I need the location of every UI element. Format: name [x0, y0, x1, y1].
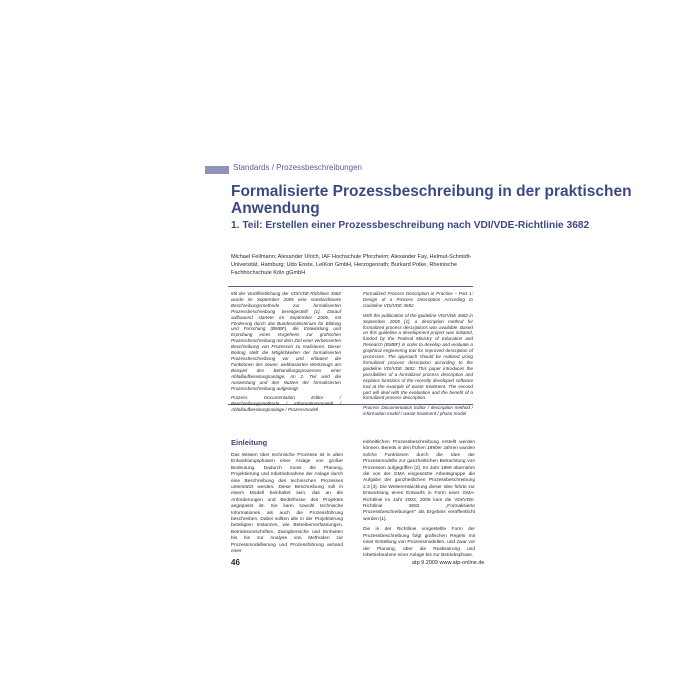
body-column-left [231, 453, 343, 560]
section-marker [205, 166, 229, 174]
abstract-english-title: Formalized Process Description in Practice – Part 1: Design of a Process Description According to Guideline VDI/VDE 3682 [363, 291, 473, 308]
abstract-english [363, 291, 473, 421]
article-subtitle: 1. Teil: Erstellen einer Prozessbeschreibung nach VDI/VDE-Richtlinie 3682 [231, 220, 590, 231]
body-column-right [363, 440, 475, 563]
keywords-english: Process Documentation Editor / description method / information model / waste treatment / phase model [363, 405, 473, 417]
keywords-german: Prozess Documentation Editor / Beschreibungsmethode / Informationsmodell / Abfallaufbereitungsanlage / Prozessmodell [231, 395, 341, 413]
body-paragraph: Das Wissen über technische Prozesse ist in allen Entwicklungsphasen einer Anlage von großer Bedeutung. Dadurch muss die Planung, Projektierung und Inbetriebnahme der Anlage durch eine Beschreibung des technischen Prozesses unterstützt werden. Diese Beschreibung soll in einem Modell beinhaltet sein, das an die Anforderungen und Bedürfnisse des Projektes angepasst ist. Sie kann sowohl technische Informationen als auch die Prozessführung beschreiben. Dabei sollten alle in der Projektierung beteiligten Instanzen, wie Betreiberverfassungen, Betriebsvorschriften, Zweigbereiche und Einheiten bis hin zur Analyse von Methoden zur Prozessmodellierung und Prozessführung anhand einer [231, 453, 343, 555]
abstract-german-text: Mit der Veröffentlichung der VDI/VDE-Richtlinie 3682 wurde im September 2005 eine standardisierte Beschreibungsmethode zur formalisierten Prozessbeschreibung bereitgestellt [1]. Darauf aufbauend startete im September 2006, mit Förderung durch das Bundesministerium für Bildung und Forschung (BMBF), die Entwicklung und Erprobung eines Vorgehens zur grafischen Prozessbeschreibung mit dem Ziel einer verbesserten Beschreibung von Prozessen zu realisieren. Dieser Beitrag stellt die Möglichkeiten der formalisierten Prozessbeschreibung vor und erläutert die Funktionen des neuen, webbasierten Werkzeugs am Beispiel des Behandlungsprozesses einer Abfallaufbereitungsanlage. Im 2. Teil wird die Auswertung und den Nutzen der formalisierten Prozessbeschreibung aufgezeigt. [231, 291, 341, 391]
body-paragraph: einheitlichen Prozessbeschreibung erstellt werden können. Bereits in den frühen 1990er Jahren wurden solche Funktionen durch die Idee der Prozessmodelle zur ganzheitlichen Betrachtung von Prozessen aufgegriffen [2]. Im Jahr 1999 übernahm die von der GMA eingesetzte Arbeitsgruppe die Aufgabe der ganzheitlichen Prozessbeschreibung 2.3 [3]. Die Weiterentwicklung dieser Idee führte zur Entwicklung eines Entwurfs in Form einer GMA-Richtlinie im Jahr 2003, 2005 kam die VDI/VDE-Richtlinie 3682 „Formalisierte Prozessbeschreibungen" als Ergebnis veröffentlicht worden [1]. [363, 440, 476, 522]
section-label: Standards / Prozessbeschreibungen [233, 163, 362, 172]
page-number: 46 [231, 558, 240, 567]
body-paragraph: Die in der Richtlinie vorgestellte Form der Prozessbeschreibung folgt grafischen Regeln mit einer Erstellung von Prozessmodellen, und zwar vor der Planung, über die Realisierung und Inbetriebnahme einer Anlage bis zur Betriebsphase. [363, 527, 475, 558]
author-list: Michael Fellmann; Alexander Ulrich, IAF Hochschule Pforzheim; Alexander Fay, Helmut-Schmidt-Universität, Hamburg; Udo Enste, LeiKon GmbH, Herzogenrath; Burkard Polke, Rheinische Fachhochschule Köln gGmbH [231, 254, 472, 276]
abstract-english-text: With the publication of the guideline VDI/VDE 3682 in September 2005 [1], a description method for formalized process descriptions was available. Based on this guideline a development project was initiated, funded by the Federal Ministry of Education and Research (BMBF) in order to develop and evaluate a graphical engineering tool for improved description of processes. The approach should be realized using formalized process description according to the guideline VDI/VDE 3682. This paper introduces the possibilities of a formalized process description and explains functions of the recently developed software tool at the example of waste treatment. The second part will deal with the evaluation and the benefit of a formalized process description. [363, 312, 473, 401]
journal-footer: atp 9.2009 www.atp-online.de [412, 560, 485, 566]
abstract-german [231, 291, 341, 417]
section-heading-introduction: Einleitung [231, 438, 268, 447]
article-title: Formalisierte Prozessbeschreibung in der praktischen Anwendung [231, 183, 632, 217]
